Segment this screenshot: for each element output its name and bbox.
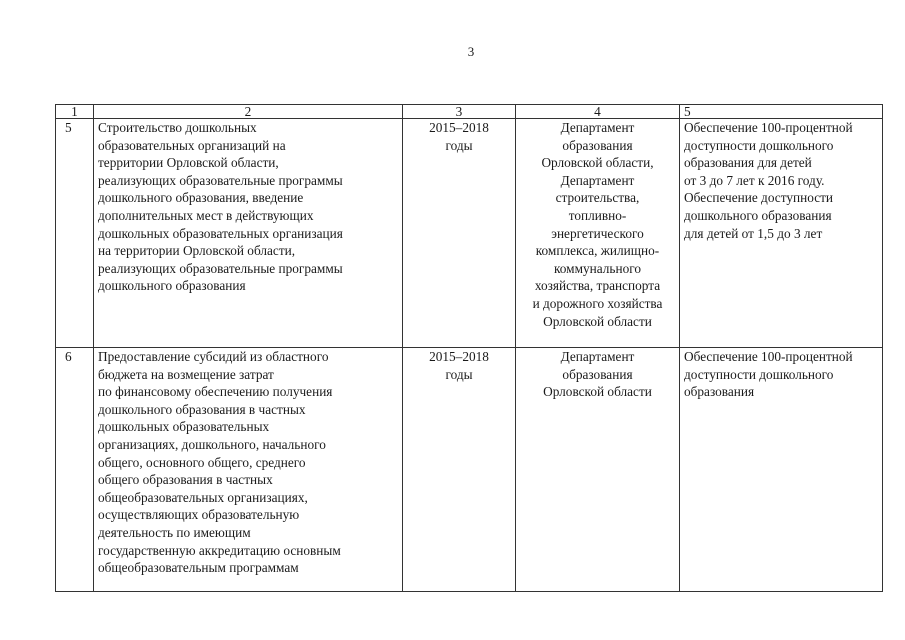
row-number: 5 <box>56 119 94 348</box>
measures-table <box>55 104 883 592</box>
result-line: Обеспечение 100-процентной <box>684 349 853 364</box>
page-number: 3 <box>467 44 475 59</box>
measure-executor <box>516 119 680 348</box>
result-line: доступности дошкольного <box>684 366 834 382</box>
table-row <box>56 119 883 348</box>
description-line: дошкольного образования в частных <box>98 401 306 417</box>
measure-years <box>403 119 516 348</box>
executor-line: Департамент <box>560 172 635 188</box>
description-line: дошкольного образования <box>98 278 246 294</box>
description-line: реализующих образовательные программы <box>98 260 343 276</box>
description-line: осуществляющих образовательную <box>98 507 300 523</box>
description-line: общеобразовательных организациях, <box>98 489 308 505</box>
description-line: деятельность по имеющим <box>98 524 251 540</box>
executor-line: образования <box>562 366 633 382</box>
years-line: годы <box>445 366 473 382</box>
result-line: Обеспечение 100-процентной <box>684 120 853 135</box>
result-line: образования <box>684 384 755 400</box>
years-line: 2015–2018 <box>429 120 489 135</box>
table-row <box>56 348 883 592</box>
result-line: дошкольного образования <box>684 207 832 223</box>
executor-line: топливно- <box>568 207 627 223</box>
years-line: 2015–2018 <box>429 349 489 364</box>
measure-result <box>680 348 883 592</box>
description-line: Строительство дошкольных <box>98 120 257 135</box>
header-col-3: 3 <box>403 105 516 119</box>
description-line: дошкольных образовательных организация <box>98 225 343 241</box>
header-col-2: 2 <box>94 105 403 119</box>
result-line: образования для детей <box>684 155 812 171</box>
measure-result <box>680 119 883 348</box>
description-line: организациях, дошкольного, начального <box>98 436 326 452</box>
description-line: дошкольного образования, введение <box>98 190 304 206</box>
measure-description <box>94 119 403 348</box>
header-col-4: 4 <box>516 105 680 119</box>
row-number: 6 <box>56 348 94 592</box>
executor-line: и дорожного хозяйства <box>532 295 663 311</box>
measure-executor <box>516 348 680 592</box>
description-line: дошкольных образовательных <box>98 419 270 435</box>
executor-line: хозяйства, транспорта <box>534 278 661 294</box>
executor-line: строительства, <box>555 190 640 206</box>
description-line: образовательных организаций на <box>98 137 286 153</box>
executor-line: Орловской области <box>543 384 652 400</box>
description-line: дополнительных мест в действующих <box>98 207 314 223</box>
description-line: Предоставление субсидий из областного <box>98 349 329 364</box>
description-line: реализующих образовательные программы <box>98 172 343 188</box>
description-line: территории Орловской области, <box>98 155 279 171</box>
description-line: бюджета на возмещение затрат <box>98 366 274 382</box>
executor-line: энергетического <box>551 225 644 241</box>
description-line: общего образования в частных <box>98 472 273 488</box>
measure-years <box>403 348 516 592</box>
executor-line: Департамент <box>560 349 635 364</box>
executor-line: Орловской области <box>543 313 652 329</box>
measure-description <box>94 348 403 592</box>
table-header-row <box>56 105 883 119</box>
years-line: годы <box>445 137 473 153</box>
header-col-5: 5 <box>680 105 883 119</box>
description-line: общего, основного общего, среднего <box>98 454 306 470</box>
description-line: общеобразовательным программам <box>98 560 299 576</box>
result-line: доступности дошкольного <box>684 137 834 153</box>
result-line: для детей от 1,5 до 3 лет <box>684 225 823 241</box>
executor-line: коммунального <box>553 260 642 276</box>
description-line: государственную аккредитацию основным <box>98 542 341 558</box>
executor-line: образования <box>562 137 633 153</box>
description-line: на территории Орловской области, <box>98 243 296 259</box>
result-line: Обеспечение доступности <box>684 190 834 206</box>
header-col-1: 1 <box>56 105 94 119</box>
result-line: от 3 до 7 лет к 2016 году. <box>684 172 825 188</box>
executor-line: комплекса, жилищно- <box>535 243 660 259</box>
executor-line: Департамент <box>560 120 635 135</box>
description-line: по финансовому обеспечению получения <box>98 384 333 400</box>
executor-line: Орловской области, <box>541 155 654 171</box>
